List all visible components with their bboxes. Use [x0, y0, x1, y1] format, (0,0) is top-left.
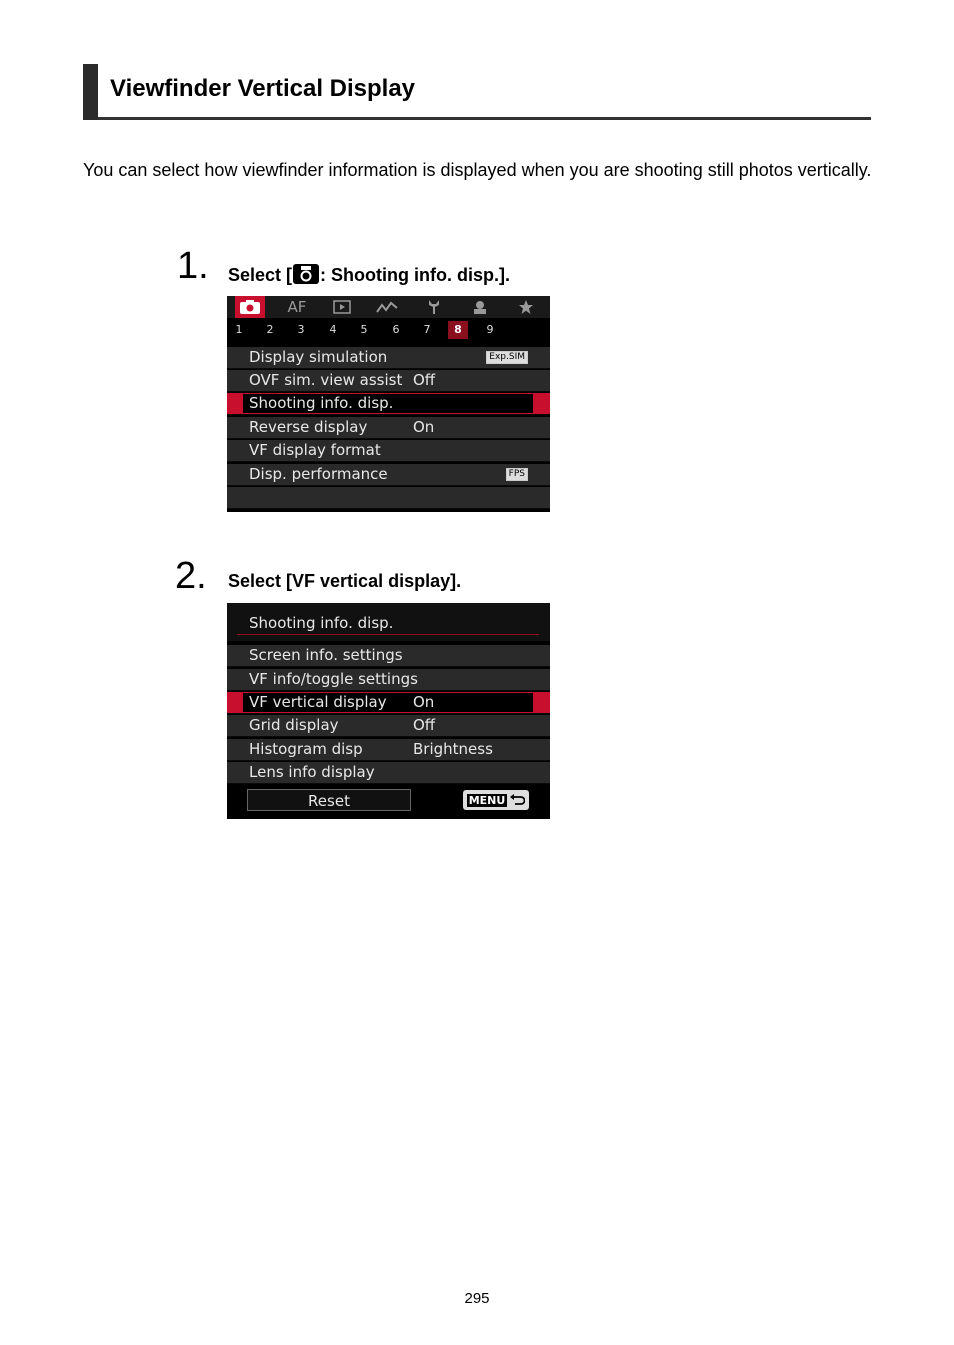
menu-item-label: Histogram disp — [249, 740, 363, 758]
menu-item-empty — [227, 487, 550, 509]
step-1-text — [228, 264, 510, 286]
step-1-number: 1. — [177, 245, 209, 287]
page-number-7[interactable]: 7 — [423, 323, 431, 336]
menu-item-grid-display[interactable] — [227, 715, 550, 737]
menu-item-vf-display-format[interactable] — [227, 440, 550, 462]
page-number-2[interactable]: 2 — [266, 323, 274, 336]
tab-playback[interactable] — [327, 296, 357, 318]
page-number-9[interactable]: 9 — [486, 323, 494, 336]
menu-item-label: VF display format — [249, 441, 381, 459]
menu-item-display-simulation[interactable] — [227, 347, 550, 369]
page-number-4[interactable]: 4 — [329, 323, 337, 336]
return-icon — [509, 794, 525, 806]
menu-item-value: On — [413, 418, 435, 436]
step-1-text-suffix: : Shooting info. disp.]. — [320, 265, 510, 285]
menu-item-label: Disp. performance — [249, 465, 388, 483]
tab-setup[interactable] — [419, 296, 449, 318]
menu-item-disp-performance[interactable] — [227, 464, 550, 486]
page-number-8[interactable]: 8 — [448, 321, 468, 339]
menu-back-button[interactable] — [463, 790, 529, 810]
menu-item-label: VF info/toggle settings — [249, 670, 418, 688]
menu-tabs — [227, 296, 550, 318]
step-2-text: Select [VF vertical display]. — [228, 571, 462, 591]
camera-menu-screen-2 — [227, 603, 550, 819]
heading-bar — [83, 64, 98, 120]
menu-label: MENU — [468, 793, 506, 807]
menu-item-label: Lens info display — [249, 763, 375, 781]
wrench-icon — [427, 299, 441, 315]
camera-menu-screen-1 — [227, 296, 550, 512]
menu-item-shooting-info-disp[interactable] — [227, 393, 550, 415]
camera-icon — [293, 264, 319, 284]
step-1-text-prefix: Select [ — [228, 265, 293, 285]
section-heading — [83, 64, 871, 120]
menu-page-numbers — [227, 318, 550, 341]
submenu-header — [227, 603, 550, 641]
menu-item-vf-info-toggle[interactable] — [227, 669, 550, 691]
menu-item-reverse-display[interactable] — [227, 417, 550, 439]
tab-shooting[interactable] — [235, 296, 265, 318]
menu-item-value: Brightness — [413, 740, 493, 758]
submenu-footer — [227, 786, 550, 818]
fps-badge: FPS — [506, 468, 528, 481]
exp-sim-badge: Exp.SIM — [486, 351, 528, 364]
wireless-icon — [376, 300, 398, 314]
camera-icon — [240, 300, 260, 314]
page-number-1[interactable]: 1 — [235, 323, 243, 336]
custom-icon — [472, 299, 488, 315]
menu-item-label: VF vertical display — [249, 693, 387, 711]
reset-button[interactable]: Reset — [247, 789, 411, 811]
menu-item-ovf-sim[interactable] — [227, 370, 550, 392]
menu-item-value: Off — [413, 371, 436, 389]
menu-item-label: Reverse display — [249, 418, 368, 436]
step-2-number: 2. — [175, 555, 207, 597]
star-icon — [518, 299, 534, 315]
menu-item-label: Grid display — [249, 716, 339, 734]
menu-item-screen-info[interactable] — [227, 645, 550, 667]
menu-item-lens-info-display[interactable] — [227, 762, 550, 784]
page-title: Viewfinder Vertical Display — [110, 75, 416, 102]
page-number: 295 — [464, 1290, 490, 1307]
menu-item-label: OVF sim. view assist — [249, 371, 403, 389]
tab-af[interactable]: AF — [287, 298, 307, 316]
header-divider — [237, 634, 539, 635]
tab-custom[interactable] — [465, 296, 495, 318]
menu-item-vf-vertical-display[interactable] — [227, 692, 550, 714]
tab-my-menu[interactable] — [511, 296, 541, 318]
menu-item-histogram-disp[interactable] — [227, 739, 550, 761]
menu-item-label: Screen info. settings — [249, 646, 403, 664]
submenu-title: Shooting info. disp. — [249, 614, 394, 632]
playback-icon — [333, 300, 351, 314]
menu-item-label: Display simulation — [249, 348, 388, 366]
intro-paragraph: You can select how viewfinder information is displayed when you are shooting still photos vertically. — [83, 160, 872, 180]
menu-item-label: Shooting info. disp. — [249, 394, 394, 412]
tab-wireless[interactable] — [372, 296, 402, 318]
page-number-5[interactable]: 5 — [360, 323, 368, 336]
page-number-6[interactable]: 6 — [392, 323, 400, 336]
menu-item-value: Off — [413, 716, 436, 734]
page-number-3[interactable]: 3 — [297, 323, 305, 336]
menu-item-value: On — [413, 693, 435, 711]
